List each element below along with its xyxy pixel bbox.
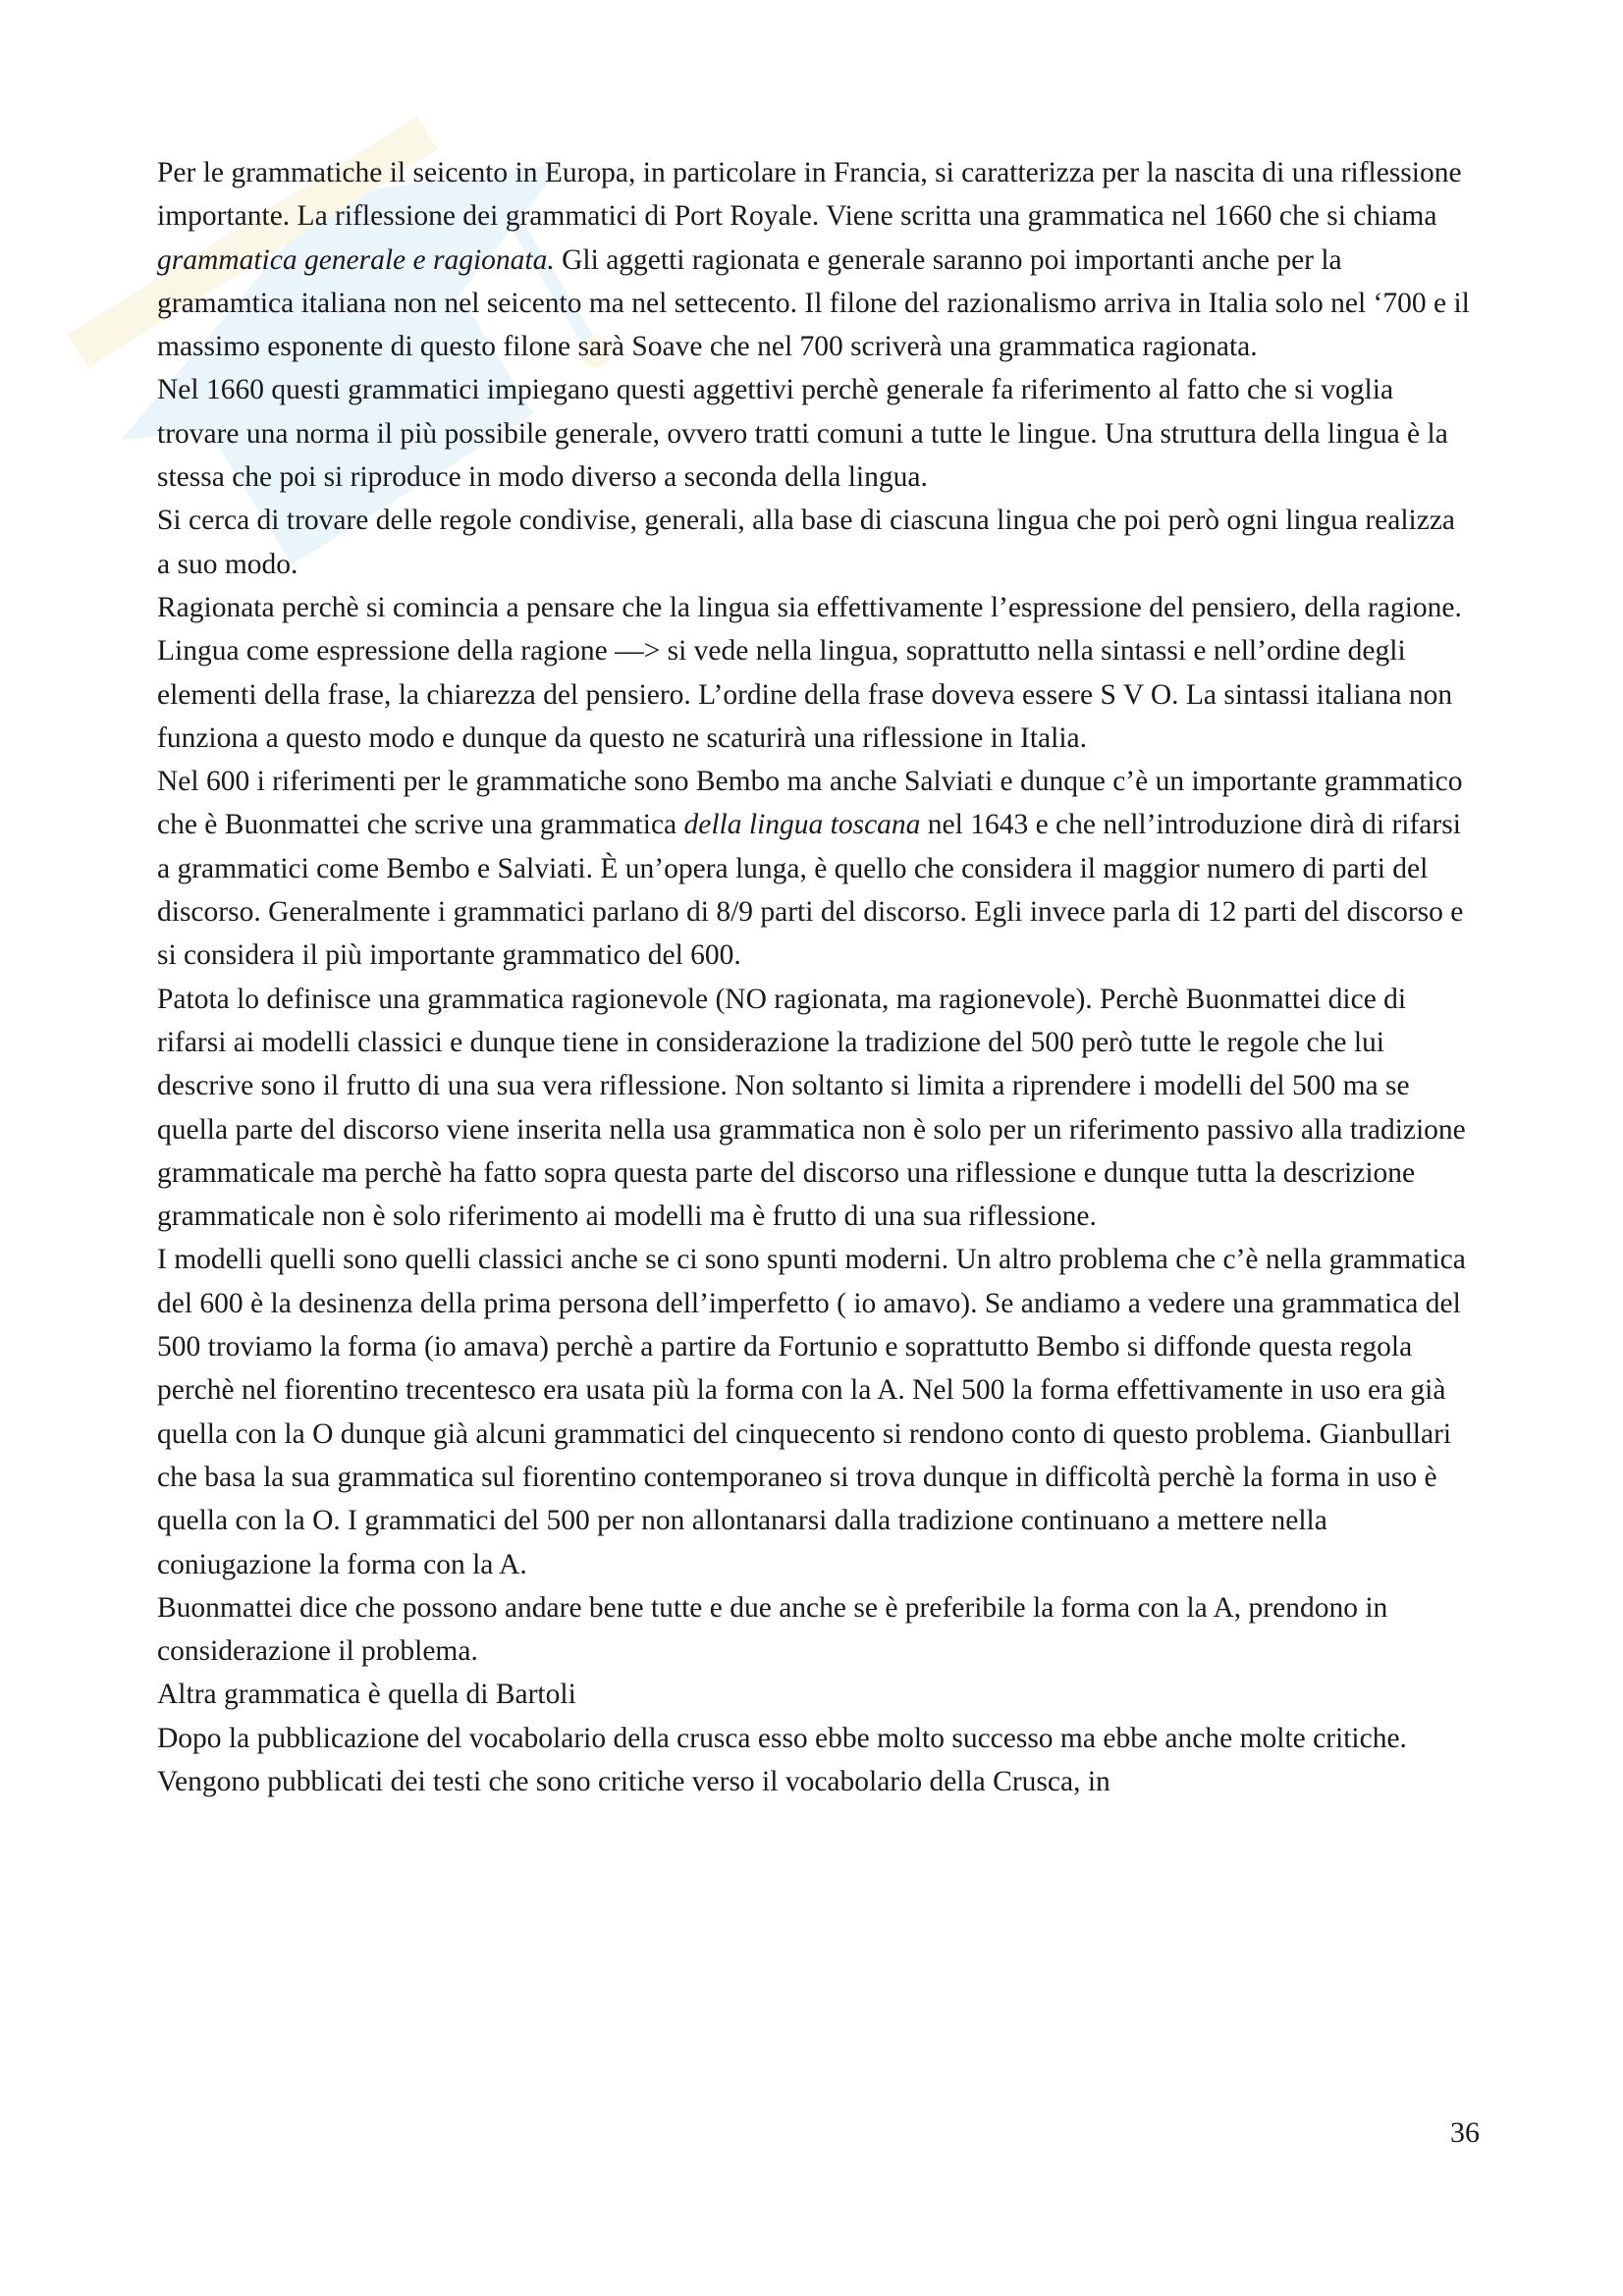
page-number: 36 xyxy=(1450,2116,1480,2149)
paragraph xyxy=(157,499,1473,586)
paragraph xyxy=(157,368,1473,499)
text-segment: I modelli quelli sono quelli classici anche se ci sono spunti moderni. Un altro problema che c’è nella grammatica del 600 è la desinenza della prima persona dell’imperfetto ( io amavo). Se andiamo a vedere una grammatica del 500 troviamo la forma (io amava) perchè a partire da Fortunio e soprattutto Bembo si diffonde questa regola perchè nel fiorentino trecentesco era usata più la forma con la A. Nel 500 la forma effettivamente in uso era già quella con la O dunque già alcuni grammatici del cinquecento si rendono conto di questo problema. Gianbullari che basa la sua grammatica sul fiorentino contemporaneo si trova dunque in difficoltà perchè la forma in uso è quella con la O. I grammatici del 500 per non allontanarsi dalla tradizione continuano a mettere nella coniugazione la forma con la A. xyxy=(157,1244,1466,1580)
paragraph xyxy=(157,978,1473,1239)
text-segment: Ragionata perchè si comincia a pensare che la lingua sia effettivamente l’espressione del pensiero, della ragione. xyxy=(157,591,1462,623)
text-segment: Per le grammatiche il seicento in Europa, in particolare in Francia, si caratterizza per la nascita di una riflessione importante. La riflessione dei grammatici di Port Royale. Viene scritta una grammatica nel 1660 che si chiama xyxy=(157,157,1462,233)
paragraph xyxy=(157,1717,1473,1804)
paragraph xyxy=(157,1586,1473,1674)
body-text xyxy=(157,151,1473,1803)
text-segment: Patota lo definisce una grammatica ragionevole (NO ragionata, ma ragionevole). Perchè Buonmattei dice di rifarsi ai modelli classici e dunque tiene in considerazione la tradizione del 500 però tutte le regole che lui descrive sono il frutto di una sua vera riflessione. Non soltanto si limita a riprendere i modelli del 500 ma se quella parte del discorso viene inserita nella usa grammatica non è solo per un riferimento passivo alla tradizione grammaticale ma perchè ha fatto sopra questa parte del discorso una riflessione e dunque tutta la descrizione grammaticale non è solo riferimento ai modelli ma è frutto di una sua riflessione. xyxy=(157,983,1466,1233)
paragraph xyxy=(157,1238,1473,1585)
text-segment: Gli aggetti ragionata e generale saranno poi importanti anche per la gramamtica italiana non nel seicento ma nel settecento. Il filone del razionalismo arriva in Italia solo nel ‘700 e il massimo esponente di questo filone sarà Soave che nel 700 scriverà una grammatica ragionata. xyxy=(157,243,1470,363)
paragraph xyxy=(157,760,1473,977)
paragraph xyxy=(157,629,1473,760)
text-segment: Dopo la pubblicazione del vocabolario della crusca esso ebbe molto successo ma ebbe anche molte critiche. Vengono pubblicati dei testi che sono critiche verso il vocabolario della Crusca, in xyxy=(157,1722,1407,1797)
text-segment: Altra grammatica è quella di Bartoli xyxy=(157,1679,576,1711)
text-segment: Buonmattei dice che possono andare bene tutte e due anche se è preferibile la forma con la A, prendono in considerazione il problema. xyxy=(157,1591,1388,1668)
text-segment: Nel 1660 questi grammatici impiegano questi aggettivi perchè generale fa riferimento al fatto che si voglia trovare una norma il più possibile generale, ovvero tratti comuni a tutte le lingue. Una struttura della lingua è la stessa che poi si riproduce in modo diverso a seconda della lingua. xyxy=(157,374,1448,494)
text-segment: Si cerca di trovare delle regole condivise, generali, alla base di ciascuna lingua che poi però ogni lingua realizza a suo modo. xyxy=(157,505,1456,580)
italic-text: della lingua toscana xyxy=(683,809,921,841)
paragraph xyxy=(157,151,1473,368)
paragraph xyxy=(157,1673,1473,1716)
text-segment: Nel 600 i riferimenti per le grammatiche sono Bembo ma anche Salviati e dunque c’è un importante grammatico che è Buonmattei che scrive una grammatica xyxy=(157,766,1463,841)
text-segment: nel 1643 e che nell’introduzione dirà di rifarsi a grammatici come Bembo e Salviati. È un’opera lunga, è quello che considera il maggior numero di parti del discorso. Generalmente i grammatici parlano di 8/9 parti del discorso. Egli invece parla di 12 parti del discorso e si considera il più importante grammatico del 600. xyxy=(157,809,1464,972)
italic-text: grammatica generale e ragionata. xyxy=(157,243,555,276)
paragraph xyxy=(157,586,1473,629)
text-segment: Lingua come espressione della ragione —> si vede nella lingua, soprattutto nella sintassi e nell’ordine degli elementi della frase, la chiarezza del pensiero. L’ordine della frase doveva essere S V O. La sintassi italiana non funziona a questo modo e dunque da questo ne scaturirà una riflessione in Italia. xyxy=(157,635,1453,754)
